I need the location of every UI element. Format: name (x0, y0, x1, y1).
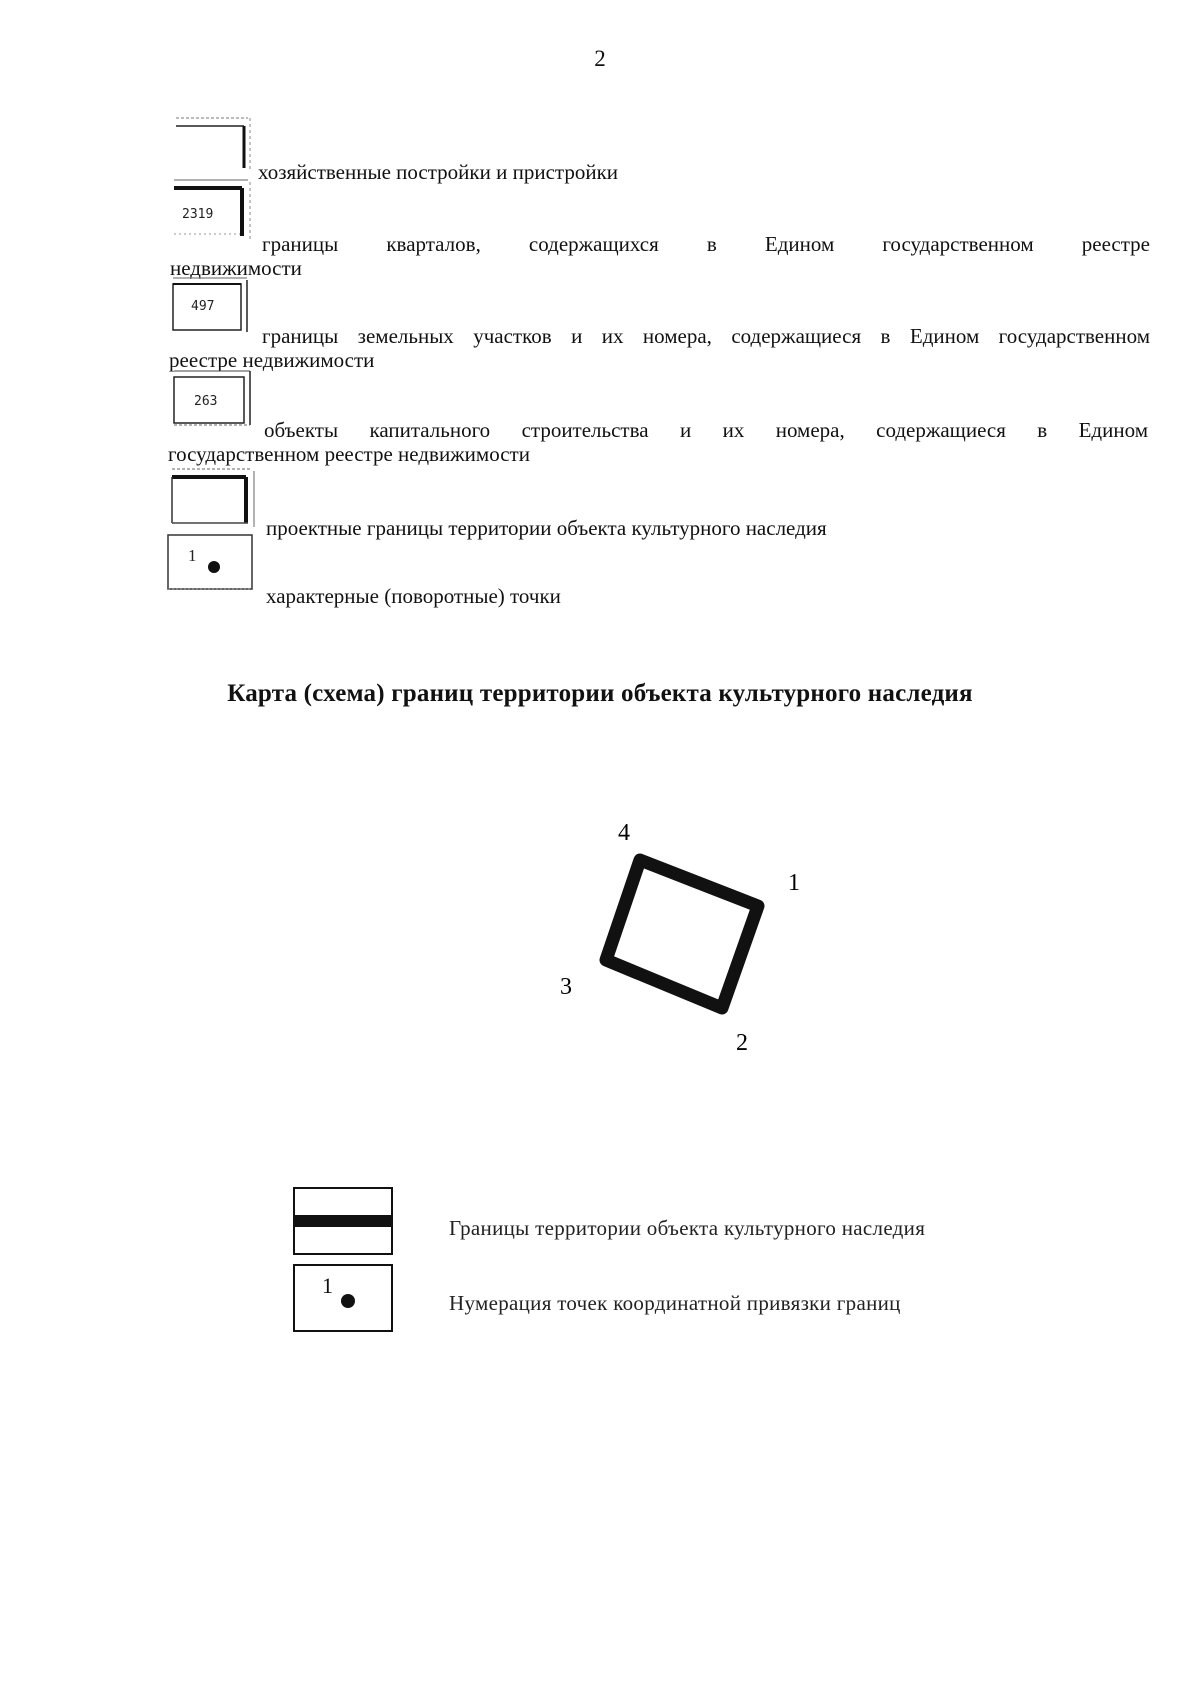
point-numbering-number: 1 (322, 1273, 333, 1298)
point-3-label: 3 (560, 974, 572, 1000)
legend-quarters-line1: границы кварталов, содержащихся в Едином государственном реестре (262, 232, 1150, 256)
boundary-map (540, 810, 820, 1070)
legend-land-plots-line1: границы земельных участков и их номера, содержащиеся в Едином государственном (262, 324, 1150, 348)
capital-object-number-label: 263 (194, 394, 218, 409)
legend-capital-objects-line2: государственном реестре недвижимости (168, 442, 530, 466)
map-title: Карта (схема) границ территории объекта культурного наследия (227, 680, 973, 707)
project-boundary-symbol-icon (168, 463, 258, 529)
point-4-label: 4 (618, 820, 630, 846)
characteristic-point-number: 1 (188, 546, 197, 565)
legend-project-boundaries-text: проектные границы территории объекта культурного наследия (266, 516, 827, 540)
legend-land-plots-line2: реестре недвижимости (169, 348, 375, 372)
legend-characteristic-points-text: характерные (поворотные) точки (266, 584, 561, 608)
land-plot-number-label: 497 (191, 299, 215, 314)
territory-boundary-legend-icon (292, 1186, 396, 1258)
legend-capital-objects-line1: объекты капитального строительства и их номера, содержащиеся в Едином (264, 418, 1148, 442)
legend-outbuildings-text: хозяйственные постройки и пристройки (258, 160, 619, 184)
land-plot-symbol-icon (169, 276, 253, 336)
quarter-number-label: 2319 (182, 207, 214, 222)
legend-quarters-line2: недвижимости (170, 256, 302, 280)
capital-object-symbol-icon (170, 367, 256, 429)
legend-territory-boundary-text: Границы территории объекта культурного наследия (449, 1216, 926, 1240)
point-1-label: 1 (788, 870, 800, 896)
point-numbering-legend-icon (292, 1263, 396, 1335)
point-2-label: 2 (736, 1030, 748, 1056)
page-number: 2 (594, 46, 606, 71)
legend-point-numbering-text: Нумерация точек координатной привязки границ (449, 1291, 901, 1315)
quarter-boundary-symbol-icon (170, 178, 256, 244)
characteristic-point-symbol-icon (164, 531, 258, 595)
outbuilding-symbol-icon (172, 114, 256, 176)
